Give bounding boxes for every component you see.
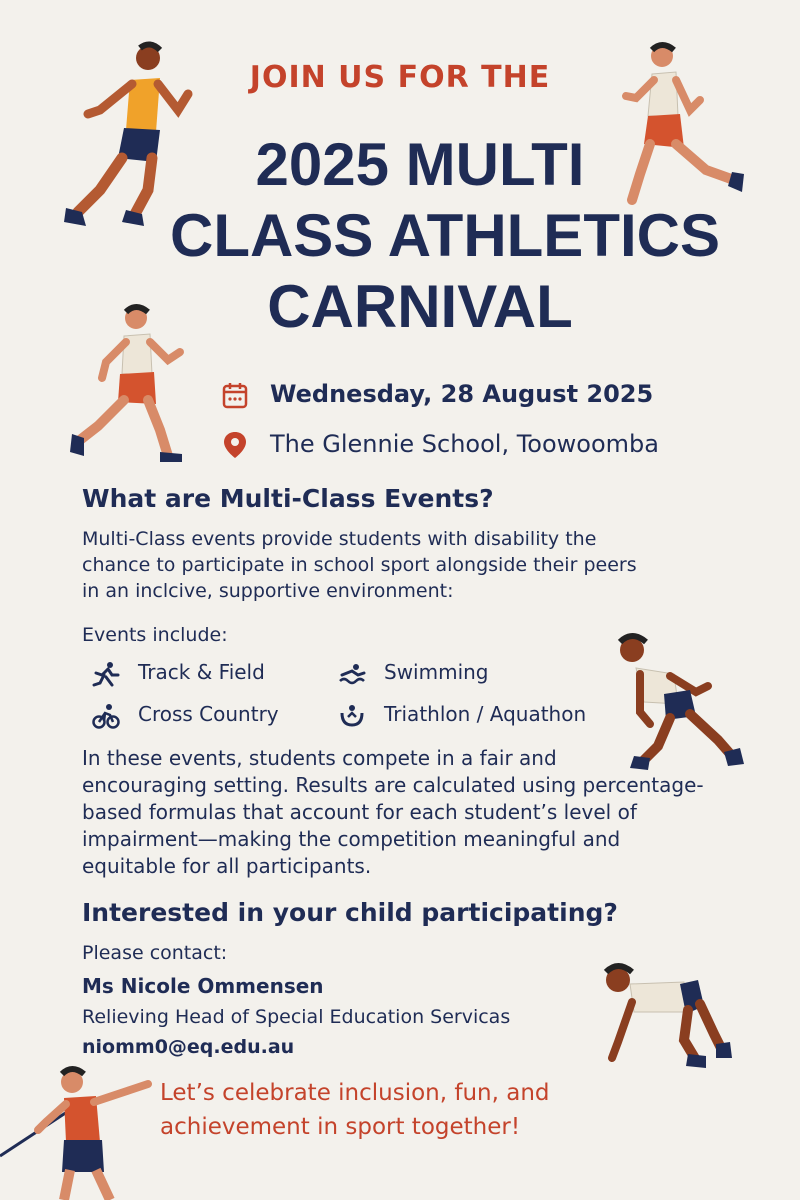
event-item-swimming [338, 660, 489, 687]
scoring-line-2: encouraging setting. Results are calculated using percentage- [82, 773, 704, 797]
contact-role: Relieving Head of Special Education Servicas [82, 1006, 511, 1028]
event-item-label: Cross Country [138, 702, 279, 726]
kicker-text: JOIN US FOR THE [249, 60, 551, 95]
event-item-cross-country [92, 702, 279, 729]
event-item-label: Triathlon / Aquathon [384, 702, 587, 726]
about-line-2: chance to participate in school sport alongside their peers [82, 554, 637, 576]
contact-email-link[interactable]: niomm0@eq.edu.au [82, 1036, 295, 1058]
event-item-label: Swimming [384, 660, 489, 684]
scoring-paragraph [82, 745, 722, 880]
event-item-triathlon [338, 702, 586, 729]
page-title-line-3: CARNIVAL [267, 273, 573, 340]
about-heading: What are Multi-Class Events? [82, 484, 494, 513]
scoring-line-4: impairment—making the competition meaningful and [82, 827, 621, 851]
event-item-track-field [92, 660, 265, 687]
swimmer-icon [338, 661, 366, 687]
sprinter-start-illustration [596, 962, 746, 1082]
contact-name: Ms Nicole Ommensen [82, 974, 324, 998]
about-line-1: Multi-Class events provide students with disability the [82, 528, 597, 550]
runner-icon [92, 661, 120, 687]
event-item-label: Track & Field [138, 660, 265, 684]
event-date [222, 380, 653, 409]
closing-line-2: achievement in sport together! [160, 1114, 521, 1140]
event-location-text: The Glennie School, Toowoomba [270, 430, 659, 458]
scoring-line-5: equitable for all participants. [82, 854, 372, 878]
closing-message [160, 1076, 550, 1144]
contact-heading: Interested in your child participating? [82, 898, 618, 927]
scoring-line-1: In these events, students compete in a fair and [82, 746, 557, 770]
scoring-line-3: based formulas that account for each student’s level of [82, 800, 637, 824]
contact-prompt: Please contact: [82, 942, 228, 964]
cyclist-icon [92, 703, 120, 729]
about-paragraph [82, 526, 682, 604]
events-label: Events include: [82, 624, 228, 646]
page-title-line-2: CLASS ATHLETICS [170, 202, 720, 269]
calendar-icon [222, 381, 248, 409]
about-line-3: in an inclcive, supportive environment: [82, 580, 454, 602]
map-pin-icon [222, 430, 248, 460]
event-location [222, 430, 659, 460]
closing-line-1: Let’s celebrate inclusion, fun, and [160, 1080, 550, 1106]
page-title-line-1: 2025 MULTI [255, 131, 585, 198]
javelin-thrower-illustration [0, 1060, 170, 1200]
event-date-text: Wednesday, 28 August 2025 [270, 380, 654, 408]
triathlon-icon [338, 703, 366, 729]
